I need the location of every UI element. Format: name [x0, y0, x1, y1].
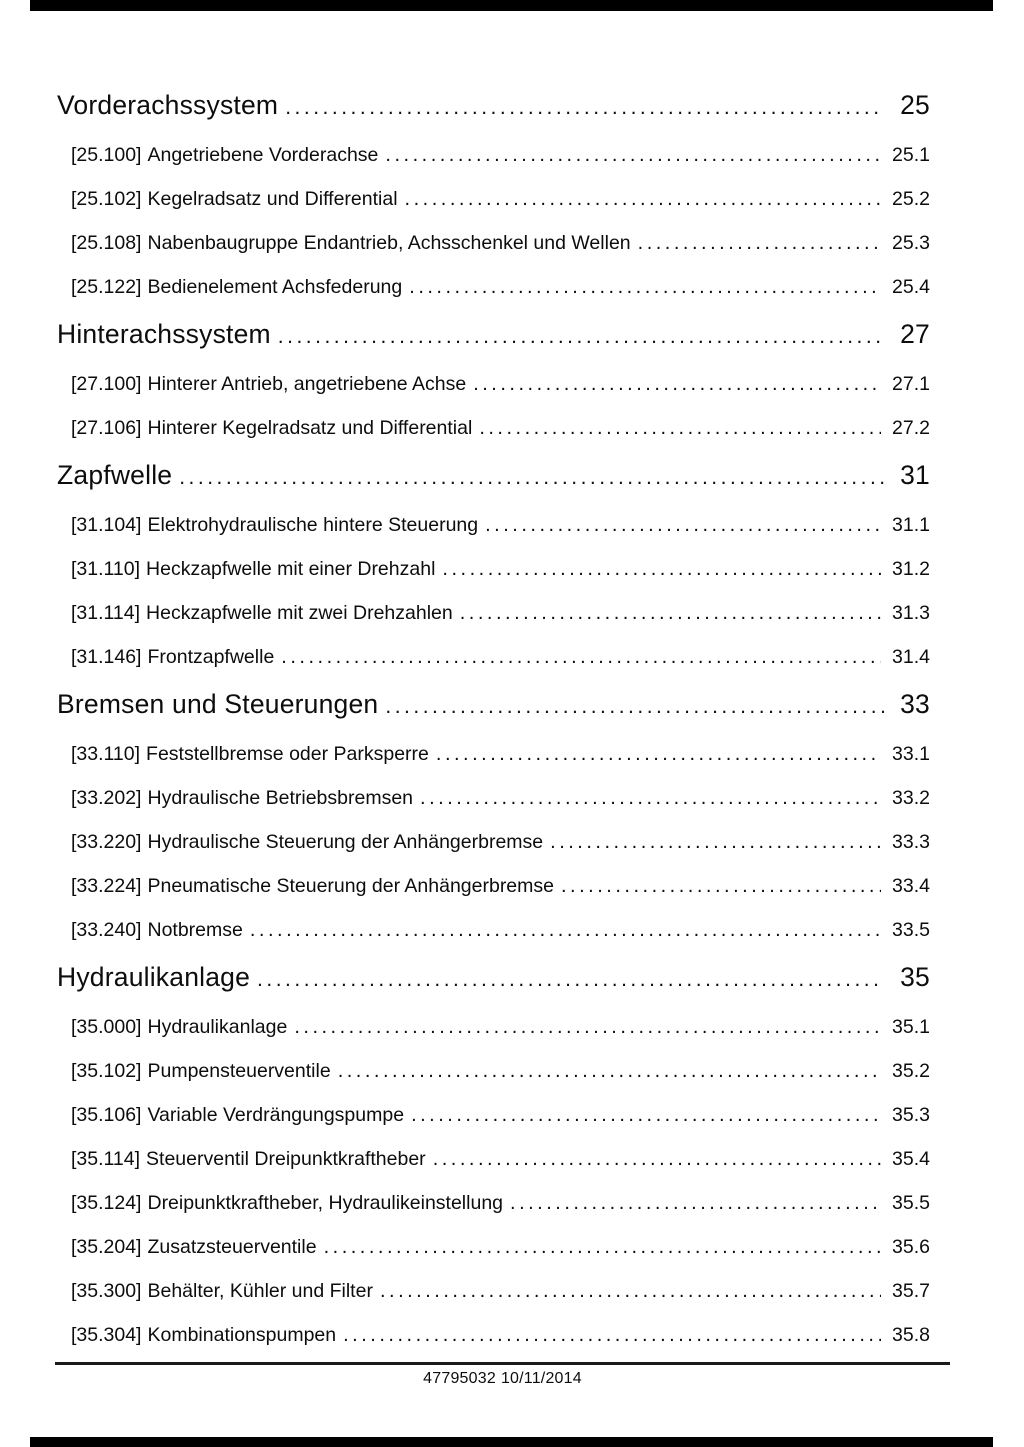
- dot-leader: [257, 965, 884, 995]
- entry-label: Pneumatische Steuerung der Anhängerbremse: [147, 875, 554, 897]
- toc-entry[interactable]: [57, 372, 930, 396]
- entry-page-number: 31.3: [892, 602, 930, 624]
- entry-page-number: 33.4: [892, 875, 930, 897]
- footer-rule: [55, 1362, 950, 1365]
- entry-label: Kombinationspumpen: [147, 1324, 337, 1346]
- section-title: Zapfwelle: [57, 460, 173, 490]
- dot-leader: [385, 692, 884, 722]
- entry-page-number: 31.2: [892, 558, 930, 580]
- entry-label: Variable Verdrängungspumpe: [147, 1104, 405, 1126]
- section-title: Hydraulikanlage: [57, 962, 251, 992]
- section-title: Bremsen und Steuerungen: [57, 689, 379, 719]
- toc-entry[interactable]: [57, 187, 930, 211]
- entry-page-number: 35.7: [892, 1280, 930, 1302]
- toc-section-heading[interactable]: [57, 319, 930, 352]
- dot-leader: [285, 93, 884, 123]
- page-edge-bar-top: [30, 0, 993, 11]
- dot-leader: [405, 187, 882, 211]
- entry-code: [35.300]: [71, 1280, 142, 1302]
- entry-page-number: 35.5: [892, 1192, 930, 1214]
- entry-label: Angetriebene Vorderachse: [147, 144, 379, 166]
- section-page-number: 35: [900, 962, 930, 992]
- dot-leader: [479, 416, 881, 440]
- entry-label: Heckzapfwelle mit zwei Drehzahlen: [146, 602, 453, 624]
- entry-code: [27.100]: [71, 373, 142, 395]
- toc-entry[interactable]: [57, 918, 930, 942]
- entry-page-number: 35.3: [892, 1104, 930, 1126]
- toc-entry[interactable]: [57, 557, 930, 581]
- entry-label: Hydraulische Betriebsbremsen: [147, 787, 414, 809]
- dot-leader: [561, 874, 881, 898]
- dot-leader: [411, 1103, 881, 1127]
- dot-leader: [294, 1015, 881, 1039]
- entry-code: [25.108]: [71, 232, 142, 254]
- entry-page-number: 33.3: [892, 831, 930, 853]
- entry-code: [33.220]: [71, 831, 142, 853]
- entry-page-number: 35.6: [892, 1236, 930, 1258]
- toc-entry[interactable]: [57, 275, 930, 299]
- dot-leader: [278, 322, 884, 352]
- entry-label: Pumpensteuerventile: [147, 1060, 331, 1082]
- entry-page-number: 31.1: [892, 514, 930, 536]
- entry-label: Kegelradsatz und Differential: [147, 188, 398, 210]
- entry-page-number: 25.4: [892, 276, 930, 298]
- entry-label: Dreipunktkraftheber, Hydraulikeinstellung: [147, 1192, 504, 1214]
- dot-leader: [433, 1147, 881, 1171]
- section-page-number: 31: [900, 460, 930, 490]
- dot-leader: [638, 231, 881, 255]
- section-title: Hinterachssystem: [57, 319, 271, 349]
- entry-page-number: 33.1: [892, 743, 930, 765]
- toc-section-heading[interactable]: [57, 689, 930, 722]
- entry-code: [35.106]: [71, 1104, 142, 1126]
- entry-code: [35.114]: [71, 1148, 141, 1170]
- dot-leader: [338, 1059, 881, 1083]
- dot-leader: [510, 1191, 881, 1215]
- entry-label: Bedienelement Achsfederung: [147, 276, 403, 298]
- toc-entry[interactable]: [57, 874, 930, 898]
- entry-label: Hinterer Kegelradsatz und Differential: [147, 417, 473, 439]
- dot-leader: [409, 275, 881, 299]
- entry-label: Hydraulikanlage: [147, 1016, 288, 1038]
- entry-page-number: 27.2: [892, 417, 930, 439]
- section-page-number: 25: [900, 90, 930, 120]
- entry-label: Hydraulische Steuerung der Anhängerbremse: [147, 831, 544, 853]
- entry-page-number: 33.2: [892, 787, 930, 809]
- footer-doc-number: 47795032: [423, 1370, 496, 1387]
- entry-page-number: 25.1: [892, 144, 930, 166]
- toc-entry[interactable]: [57, 1059, 930, 1083]
- page-footer: [55, 1370, 950, 1388]
- entry-page-number: 35.8: [892, 1324, 930, 1346]
- dot-leader: [420, 786, 881, 810]
- section-page-number: 33: [900, 689, 930, 719]
- entry-code: [33.240]: [71, 919, 142, 941]
- entry-label: Behälter, Kühler und Filter: [147, 1280, 373, 1302]
- toc-entry[interactable]: [57, 416, 930, 440]
- dot-leader: [485, 513, 881, 537]
- entry-page-number: 27.1: [892, 373, 930, 395]
- toc-section-heading[interactable]: [57, 460, 930, 493]
- dot-leader: [380, 1279, 881, 1303]
- entry-label: Notbremse: [147, 919, 243, 941]
- entry-label: Elektrohydraulische hintere Steuerung: [147, 514, 479, 536]
- toc: [57, 90, 930, 1367]
- entry-page-number: 35.4: [892, 1148, 930, 1170]
- entry-code: [31.110]: [71, 558, 141, 580]
- dot-leader: [473, 372, 881, 396]
- entry-code: [35.304]: [71, 1324, 142, 1346]
- toc-section-heading[interactable]: [57, 962, 930, 995]
- toc-entry[interactable]: [57, 830, 930, 854]
- toc-entry[interactable]: [57, 742, 930, 766]
- entry-code: [25.102]: [71, 188, 142, 210]
- entry-label: Frontzapfwelle: [147, 646, 275, 668]
- toc-entry[interactable]: [57, 513, 930, 537]
- entry-code: [33.224]: [71, 875, 142, 897]
- entry-code: [33.110]: [71, 743, 141, 765]
- entry-code: [33.202]: [71, 787, 142, 809]
- entry-code: [25.100]: [71, 144, 142, 166]
- dot-leader: [324, 1235, 881, 1259]
- entry-code: [35.124]: [71, 1192, 142, 1214]
- entry-label: Heckzapfwelle mit einer Drehzahl: [146, 558, 436, 580]
- toc-entry[interactable]: [57, 1015, 930, 1039]
- dot-leader: [343, 1323, 881, 1347]
- entry-label: Hinterer Antrieb, angetriebene Achse: [147, 373, 467, 395]
- toc-section-heading[interactable]: [57, 90, 930, 123]
- toc-entry[interactable]: [57, 1235, 930, 1259]
- page-edge-bar-bottom: [30, 1437, 993, 1447]
- dot-leader: [550, 830, 881, 854]
- entry-label: Steuerventil Dreipunktkraftheber: [146, 1148, 426, 1170]
- section-title: Vorderachssystem: [57, 90, 279, 120]
- entry-label: Feststellbremse oder Parksperre: [146, 743, 429, 765]
- dot-leader: [385, 143, 881, 167]
- toc-entry[interactable]: [57, 601, 930, 625]
- entry-code: [31.114]: [71, 602, 141, 624]
- toc-entry[interactable]: [57, 1103, 930, 1127]
- footer-publication-date: 10/11/2014: [500, 1370, 582, 1387]
- toc-entry[interactable]: [57, 1191, 930, 1215]
- toc-entry[interactable]: [57, 231, 930, 255]
- dot-leader: [460, 601, 881, 625]
- toc-entry[interactable]: [57, 1279, 930, 1303]
- toc-entry[interactable]: [57, 1147, 930, 1171]
- entry-label: Zusatzsteuerventile: [147, 1236, 317, 1258]
- toc-entry[interactable]: [57, 143, 930, 167]
- entry-code: [31.146]: [71, 646, 142, 668]
- entry-code: [25.122]: [71, 276, 142, 298]
- dot-leader: [179, 463, 884, 493]
- entry-page-number: 25.3: [892, 232, 930, 254]
- dot-leader: [250, 918, 881, 942]
- entry-page-number: 33.5: [892, 919, 930, 941]
- section-page-number: 27: [900, 319, 930, 349]
- toc-entry[interactable]: [57, 1323, 930, 1347]
- dot-leader: [281, 645, 881, 669]
- entry-code: [35.000]: [71, 1016, 142, 1038]
- entry-code: [27.106]: [71, 417, 142, 439]
- entry-code: [35.204]: [71, 1236, 142, 1258]
- dot-leader: [442, 557, 881, 581]
- entry-code: [35.102]: [71, 1060, 142, 1082]
- entry-code: [31.104]: [71, 514, 142, 536]
- entry-page-number: 35.1: [892, 1016, 930, 1038]
- entry-page-number: 31.4: [892, 646, 930, 668]
- dot-leader: [436, 742, 881, 766]
- entry-label: Nabenbaugruppe Endantrieb, Achsschenkel und Wellen: [147, 232, 631, 254]
- toc-entry[interactable]: [57, 645, 930, 669]
- entry-page-number: 25.2: [892, 188, 930, 210]
- toc-entry[interactable]: [57, 786, 930, 810]
- entry-page-number: 35.2: [892, 1060, 930, 1082]
